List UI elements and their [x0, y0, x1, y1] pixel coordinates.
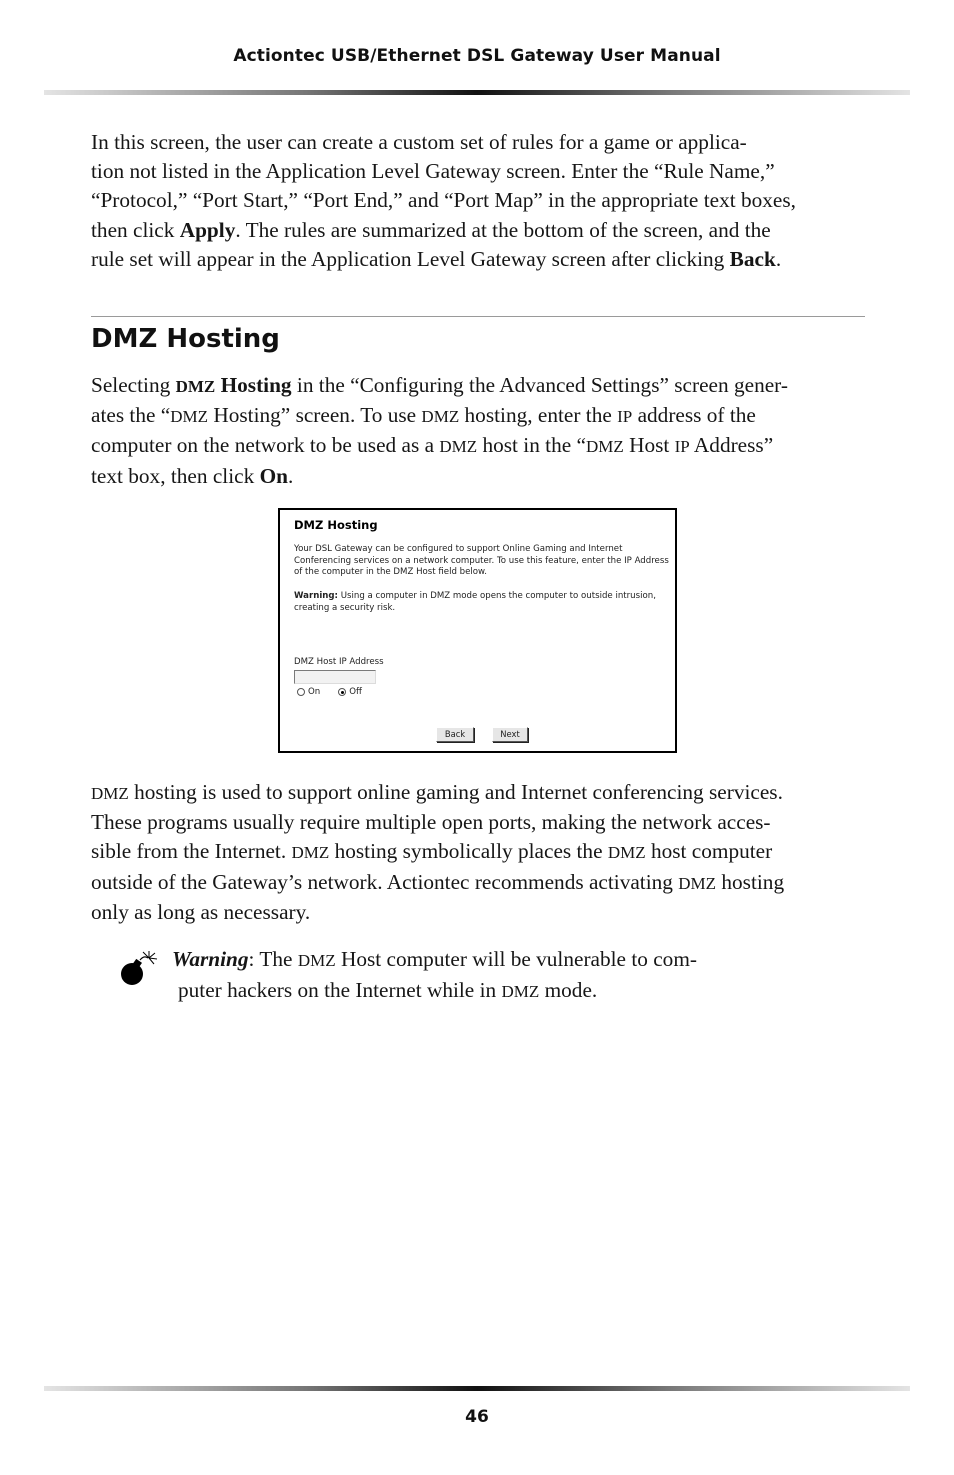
back-button[interactable]: Back	[436, 727, 474, 742]
radio-off-button[interactable]	[338, 688, 346, 696]
section-divider	[91, 316, 865, 317]
screenshot-title: DMZ Hosting	[294, 518, 378, 532]
radio-on-button[interactable]	[297, 688, 305, 696]
footer-rule	[44, 1386, 910, 1391]
dmz-intro-paragraph: Selecting DMZ Hosting in the “Configuring the Advanced Settings” screen gener- ates the “DMZ Hosting” screen. To use DMZ hosting, enter the IP address of the computer on the network to be used as a DMZ host in the “DMZ Host IP Address” text box, then click On.	[91, 373, 788, 488]
dmz-host-ip-label: DMZ Host IP Address	[294, 657, 384, 667]
running-header: Actiontec USB/Ethernet DSL Gateway User Manual	[233, 46, 721, 66]
screenshot-warning: Warning: Using a computer in DMZ mode opens the computer to outside intrusion, creating a security risk.	[294, 591, 656, 613]
dmz-hosting-screenshot	[278, 508, 677, 753]
next-button[interactable]: Next	[492, 727, 528, 742]
dmz-mode-radio-group	[297, 687, 380, 697]
radio-off-option[interactable]: Off	[338, 687, 362, 697]
bomb-icon	[118, 948, 168, 988]
dmz-host-ip-input[interactable]	[294, 670, 376, 684]
dmz-explanation-paragraph: DMZ hosting is used to support online gaming and Internet conferencing services. These programs usually require multiple open ports, making the network acces- sible from the Internet. DMZ hosting symbolically places the DMZ host computer outside of the Gateway’s network. Actiontec recommends activating DMZ hosting only as long as necessary.	[91, 780, 785, 924]
screenshot-description: Your DSL Gateway can be configured to support Online Gaming and Internet Conferencing services on a network computer. To use this feature, enter the IP Address of the computer in the DMZ Host field below.	[294, 544, 669, 578]
header-rule	[44, 90, 910, 95]
intro-paragraph: In this screen, the user can create a custom set of rules for a game or applica- tion not listed in the Application Level Gateway screen. Enter the “Rule Name,” “Protocol,” “Port Start,” “Port End,” and “Port Map” in the appropriate text boxes, then click Apply. The rules are summarized at the bottom of the screen, and the rule set will appear in the Application Level Gateway screen after clicking Back.	[91, 130, 796, 271]
page-number: 46	[465, 1407, 489, 1427]
section-heading: DMZ Hosting	[91, 324, 280, 354]
radio-on-option[interactable]: On	[297, 687, 320, 697]
